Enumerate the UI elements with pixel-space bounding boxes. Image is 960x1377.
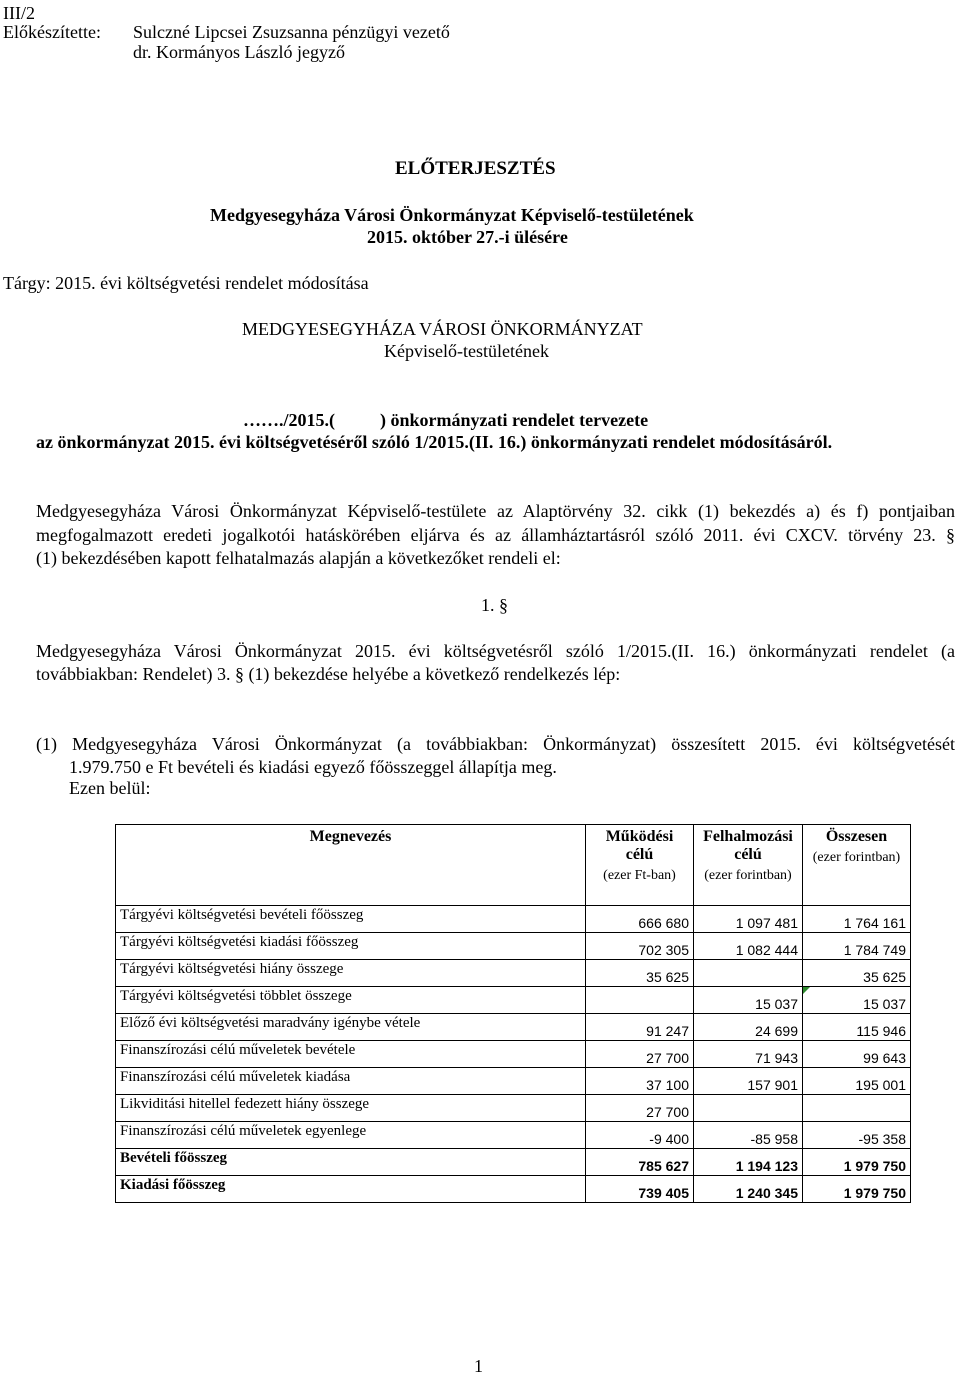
row-operating: 785 627 bbox=[586, 1149, 694, 1176]
row-total: 1 979 750 bbox=[803, 1149, 911, 1176]
document-title: ELŐTERJESZTÉS bbox=[395, 158, 556, 179]
section-1-line-1: Medgyesegyháza Városi Önkormányzat 2015. évi költségvetésről szóló 1/2015.(II. 16.) önkormányzati rendelet (a bbox=[36, 641, 955, 661]
row-capital: 71 943 bbox=[694, 1041, 803, 1068]
row-total: 115 946 bbox=[803, 1014, 911, 1041]
header-name: Megnevezés bbox=[116, 825, 586, 906]
row-operating: 666 680 bbox=[586, 906, 694, 933]
header-operating: Működési célú (ezer Ft-ban) bbox=[586, 825, 694, 906]
row-operating: 35 625 bbox=[586, 960, 694, 987]
row-total: 1 979 750 bbox=[803, 1176, 911, 1203]
row-operating bbox=[586, 987, 694, 1014]
row-total bbox=[803, 1095, 911, 1122]
row-operating: -9 400 bbox=[586, 1122, 694, 1149]
preparer-name-1: Sulczné Lipcsei Zsuzsanna pénzügyi vezető bbox=[133, 22, 450, 42]
header-capital: Felhalmozási célú (ezer forintban) bbox=[694, 825, 803, 906]
table-row bbox=[116, 1041, 911, 1068]
preamble-line-1: Medgyesegyháza Városi Önkormányzat Képviselő-testülete az Alaptörvény 32. cikk (1) bekezdés a) és f) pontjaiban bbox=[36, 501, 955, 521]
row-label: Finanszírozási célú műveletek kiadása bbox=[116, 1068, 586, 1095]
title-line-2: 2015. október 27.-i ülésére bbox=[367, 227, 568, 247]
row-capital: 157 901 bbox=[694, 1068, 803, 1095]
row-total: 1 784 749 bbox=[803, 933, 911, 960]
row-capital: 1 240 345 bbox=[694, 1176, 803, 1203]
row-label: Tárgyévi költségvetési többlet összege bbox=[116, 987, 586, 1014]
row-label: Likviditási hitellel fedezett hiány összege bbox=[116, 1095, 586, 1122]
row-capital: 1 082 444 bbox=[694, 933, 803, 960]
body-heading-1: MEDGYESEGYHÁZA VÁROSI ÖNKORMÁNYZAT bbox=[242, 319, 643, 339]
table-row-total-revenue bbox=[116, 1149, 911, 1176]
row-operating: 27 700 bbox=[586, 1041, 694, 1068]
clause-line-3: Ezen belül: bbox=[69, 778, 151, 798]
row-total: 15 037 bbox=[803, 987, 911, 1014]
prepared-by-label: Előkészítette: bbox=[3, 22, 101, 42]
table-header-row bbox=[116, 825, 911, 906]
table-row bbox=[116, 1122, 911, 1149]
section-1-line-2: továbbiakban: Rendelet) 3. § (1) bekezdése helyébe a következő rendelkezés lép: bbox=[36, 664, 621, 684]
row-operating: 91 247 bbox=[586, 1014, 694, 1041]
row-operating: 27 700 bbox=[586, 1095, 694, 1122]
row-label: Tárgyévi költségvetési hiány összege bbox=[116, 960, 586, 987]
table-row bbox=[116, 933, 911, 960]
row-total: 195 001 bbox=[803, 1068, 911, 1095]
preamble-line-2: megfogalmazott eredeti jogalkotói hatáskörében eljárva és az államháztartásról szóló 2011. évi CXCV. törvény 23. § bbox=[36, 525, 955, 545]
body-heading-2: Képviselő-testületének bbox=[384, 341, 549, 361]
table-row bbox=[116, 1095, 911, 1122]
preamble-line-3: (1) bekezdésében kapott felhatalmazás alapján a következőket rendeli el: bbox=[36, 548, 561, 568]
table-row bbox=[116, 1014, 911, 1041]
row-capital bbox=[694, 960, 803, 987]
subject-line: Tárgy: 2015. évi költségvetési rendelet módosítása bbox=[3, 273, 369, 293]
row-capital: -85 958 bbox=[694, 1122, 803, 1149]
table-row-total-expenditure bbox=[116, 1176, 911, 1203]
decree-title-2: az önkormányzat 2015. évi költségvetéséről szóló 1/2015.(II. 16.) önkormányzati rendelet módosításáról. bbox=[36, 432, 833, 452]
row-label: Kiadási főösszeg bbox=[116, 1176, 586, 1203]
table-row bbox=[116, 960, 911, 987]
table-row bbox=[116, 906, 911, 933]
row-capital: 15 037 bbox=[694, 987, 803, 1014]
title-line-1: Medgyesegyháza Városi Önkormányzat Képviselő-testületének bbox=[210, 205, 694, 225]
row-capital: 1 194 123 bbox=[694, 1149, 803, 1176]
clause-line-1: (1) Medgyesegyháza Városi Önkormányzat (a továbbiakban: Önkormányzat) összesített 2015. évi költségvetését bbox=[36, 734, 955, 754]
row-operating: 739 405 bbox=[586, 1176, 694, 1203]
row-label: Tárgyévi költségvetési bevételi főösszeg bbox=[116, 906, 586, 933]
clause-line-2: 1.979.750 e Ft bevételi és kiadási egyező főösszeggel állapítja meg. bbox=[69, 757, 557, 777]
row-total: 35 625 bbox=[803, 960, 911, 987]
row-label: Tárgyévi költségvetési kiadási főösszeg bbox=[116, 933, 586, 960]
row-total: 1 764 161 bbox=[803, 906, 911, 933]
row-label: Finanszírozási célú műveletek bevétele bbox=[116, 1041, 586, 1068]
page-number: 1 bbox=[474, 1356, 483, 1376]
section-number: 1. § bbox=[481, 595, 508, 615]
row-operating: 37 100 bbox=[586, 1068, 694, 1095]
decree-title-1: ……./2015.( ) önkormányzati rendelet tervezete bbox=[243, 410, 649, 430]
preparer-name-2: dr. Kormányos László jegyző bbox=[133, 42, 345, 62]
table-row bbox=[116, 987, 911, 1014]
row-total: -95 358 bbox=[803, 1122, 911, 1149]
table-row bbox=[116, 1068, 911, 1095]
row-label: Előző évi költségvetési maradvány igénybe vétele bbox=[116, 1014, 586, 1041]
row-label: Finanszírozási célú műveletek egyenlege bbox=[116, 1122, 586, 1149]
row-capital bbox=[694, 1095, 803, 1122]
header-total: Összesen (ezer forintban) bbox=[803, 825, 911, 906]
row-label: Bevételi főösszeg bbox=[116, 1149, 586, 1176]
document-code: III/2 bbox=[3, 3, 35, 23]
row-capital: 1 097 481 bbox=[694, 906, 803, 933]
row-total: 99 643 bbox=[803, 1041, 911, 1068]
budget-table bbox=[115, 824, 911, 1203]
row-capital: 24 699 bbox=[694, 1014, 803, 1041]
row-operating: 702 305 bbox=[586, 933, 694, 960]
